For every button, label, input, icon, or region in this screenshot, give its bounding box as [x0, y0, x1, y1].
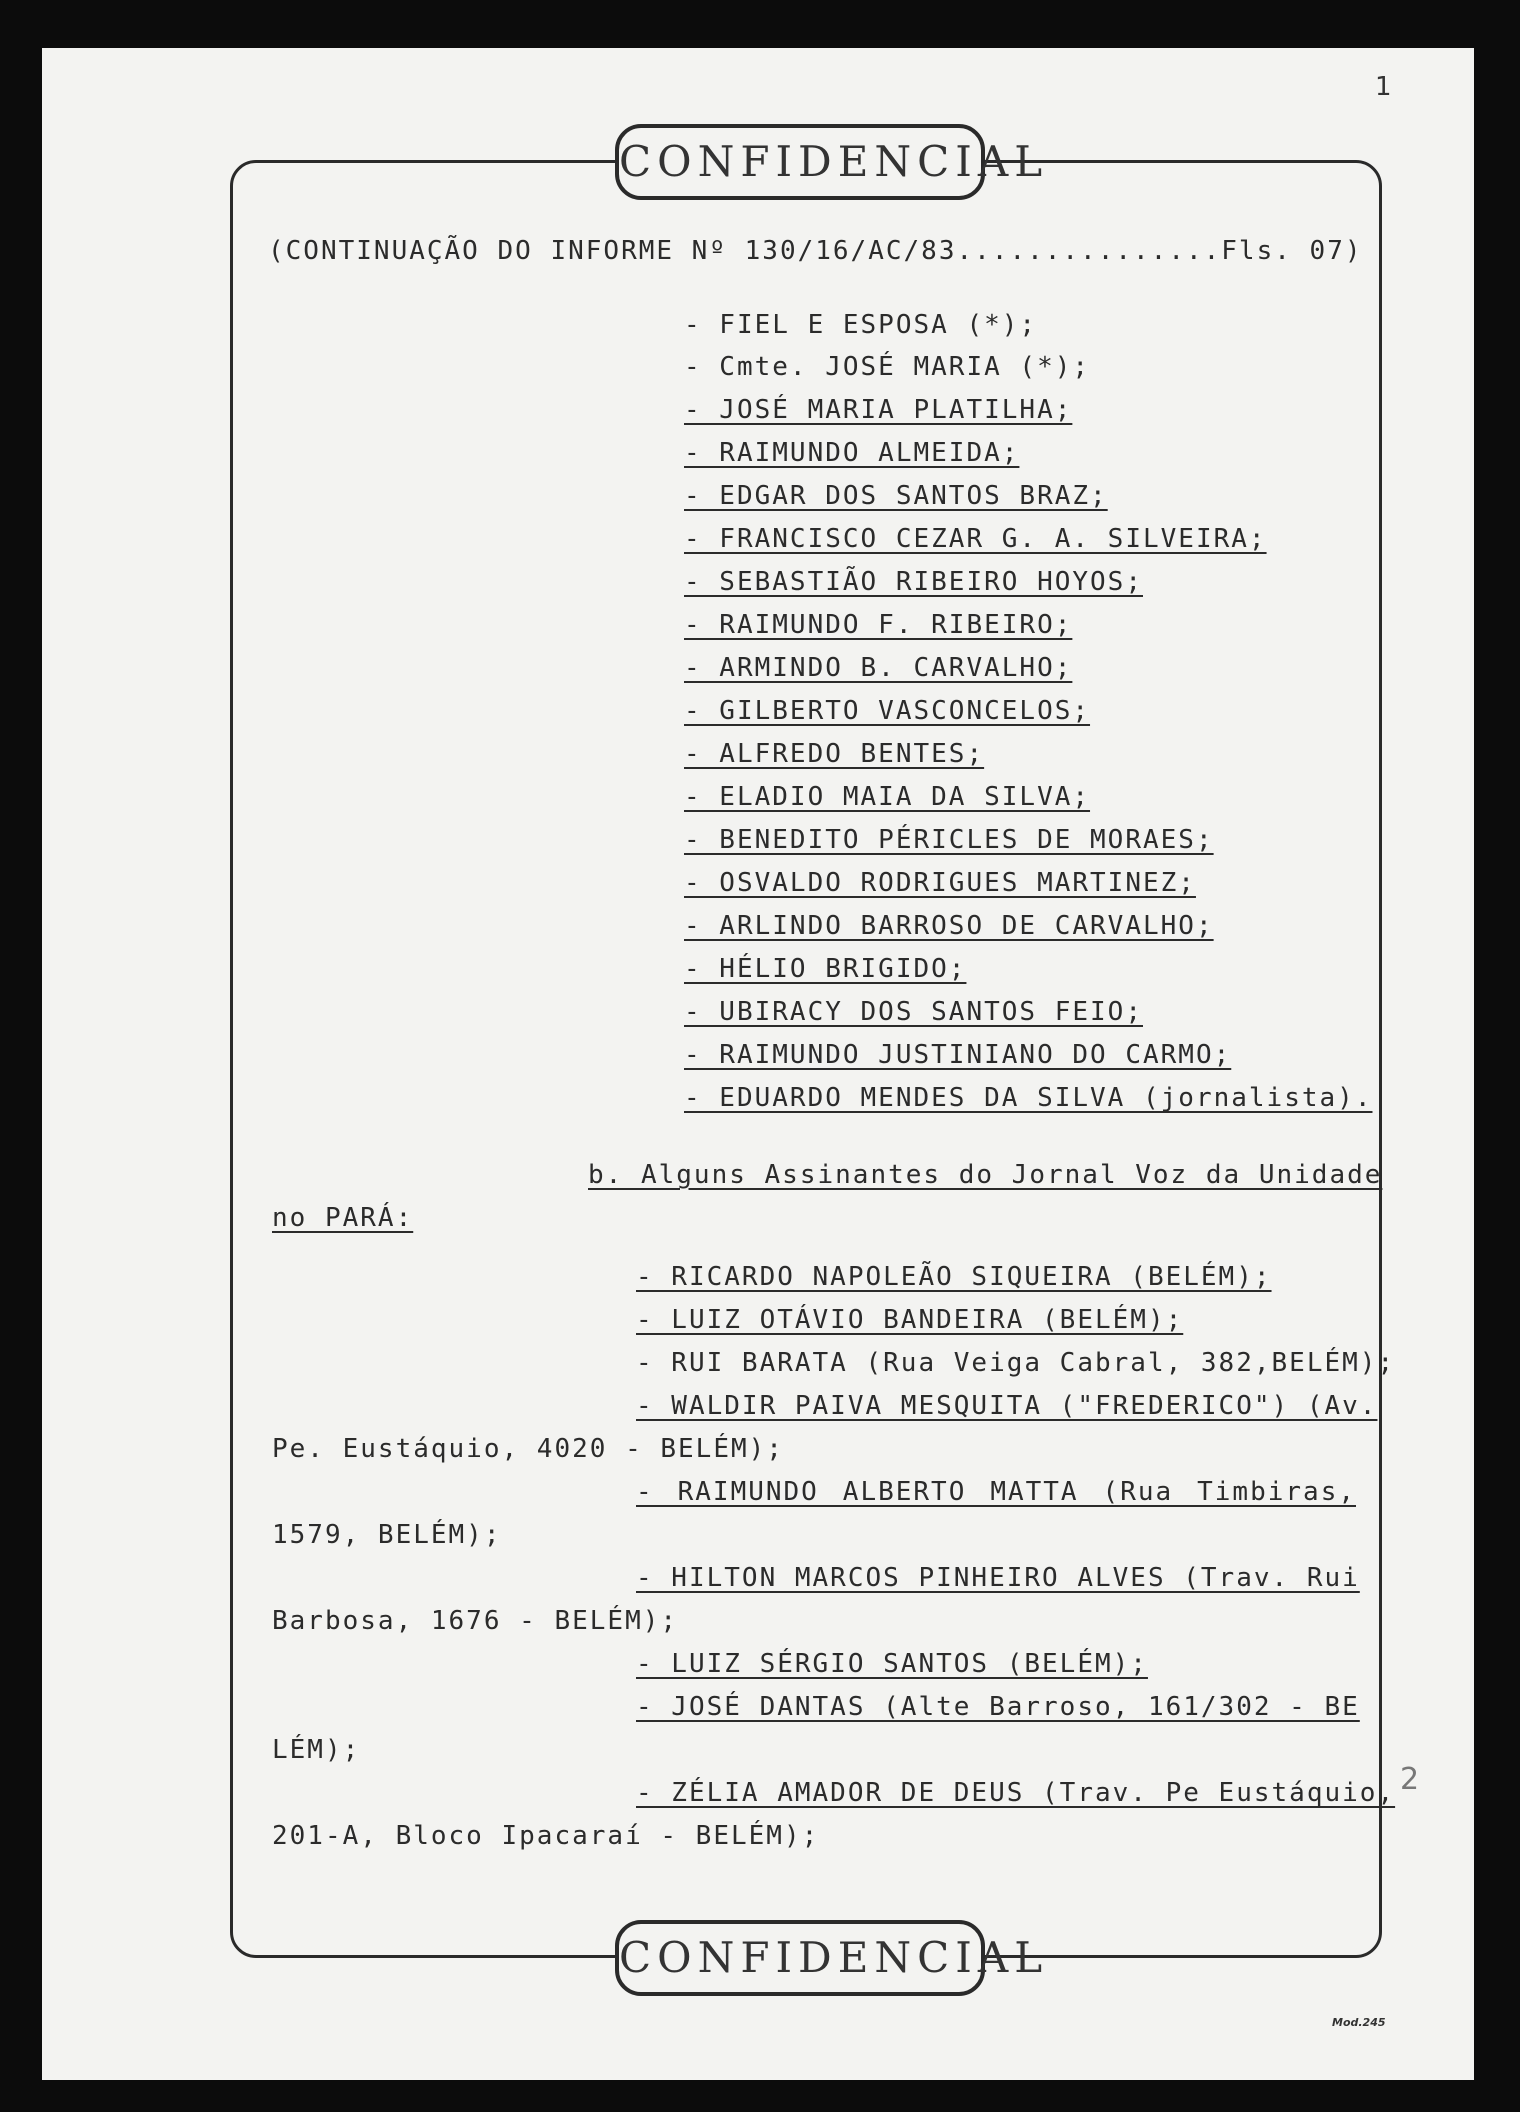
list-item: - LUIZ SÉRGIO SANTOS (BELÉM);	[636, 1649, 1148, 1679]
list-item-cont: 1579, BELÉM);	[272, 1520, 502, 1550]
list-item: - BENEDITO PÉRICLES DE MORAES;	[684, 825, 1214, 855]
list-item: - FRANCISCO CEZAR G. A. SILVEIRA;	[684, 524, 1267, 554]
list-item: - EDGAR DOS SANTOS BRAZ;	[684, 481, 1108, 511]
list-item: - RAIMUNDO ALMEIDA;	[684, 438, 1020, 468]
list-item-cont: 201-A, Bloco Ipacaraí - BELÉM);	[272, 1821, 820, 1851]
list-item: - FIEL E ESPOSA (*);	[684, 310, 1038, 340]
list-item: - ALFREDO BENTES;	[684, 739, 985, 769]
section-b-heading: b. Alguns Assinantes do Jornal Voz da Unidade	[588, 1160, 1383, 1190]
list-item: - RAIMUNDO F. RIBEIRO;	[684, 610, 1073, 640]
list-item: - HILTON MARCOS PINHEIRO ALVES (Trav. Rui	[636, 1563, 1360, 1593]
list-item: - OSVALDO RODRIGUES MARTINEZ;	[684, 868, 1196, 898]
confidential-stamp-top: CONFIDENCIAL	[615, 124, 985, 200]
list-item: - GILBERTO VASCONCELOS;	[684, 696, 1091, 726]
list-item-cont: Pe. Eustáquio, 4020 - BELÉM);	[272, 1434, 784, 1464]
list-item-cont: Barbosa, 1676 - BELÉM);	[272, 1606, 679, 1636]
list-item: - UBIRACY DOS SANTOS FEIO;	[684, 997, 1143, 1027]
handwritten-mark: 2	[1400, 1762, 1420, 1797]
list-item-cont: LÉM);	[272, 1735, 361, 1765]
list-item: - ZÉLIA AMADOR DE DEUS (Trav. Pe Eustáquio,	[636, 1778, 1396, 1808]
list-item: - EDUARDO MENDES DA SILVA (jornalista).	[684, 1083, 1373, 1113]
list-item: - LUIZ OTÁVIO BANDEIRA (BELÉM);	[636, 1305, 1184, 1335]
list-item: - RICARDO NAPOLEÃO SIQUEIRA (BELÉM);	[636, 1262, 1272, 1292]
list-item: - JOSÉ DANTAS (Alte Barroso, 161/302 - BE	[636, 1692, 1360, 1722]
list-item: - RAIMUNDO ALBERTO MATTA (Rua Timbiras,	[636, 1477, 1356, 1507]
list-item: - ELADIO MAIA DA SILVA;	[684, 782, 1091, 812]
page-number: 1	[1375, 72, 1392, 102]
document-header: (CONTINUAÇÃO DO INFORME Nº 130/16/AC/83...............Fls. 07)	[268, 236, 1363, 266]
list-item: - SEBASTIÃO RIBEIRO HOYOS;	[684, 567, 1143, 597]
list-item: - RUI BARATA (Rua Veiga Cabral, 382,BELÉM);	[636, 1348, 1396, 1378]
list-item: - ARMINDO B. CARVALHO;	[684, 653, 1073, 683]
list-item: - WALDIR PAIVA MESQUITA ("FREDERICO") (Av.	[636, 1391, 1378, 1421]
list-item: - ARLINDO BARROSO DE CARVALHO;	[684, 911, 1214, 941]
list-item: - HÉLIO BRIGIDO;	[684, 954, 967, 984]
list-item: - RAIMUNDO JUSTINIANO DO CARMO;	[684, 1040, 1232, 1070]
confidential-stamp-bottom: CONFIDENCIAL	[615, 1920, 985, 1996]
list-item: - Cmte. JOSÉ MARIA (*);	[684, 352, 1091, 382]
section-b-heading-cont: no PARÁ:	[272, 1203, 414, 1233]
list-item: - JOSÉ MARIA PLATILHA;	[684, 395, 1073, 425]
form-code: Mod.245	[1332, 2016, 1386, 2029]
